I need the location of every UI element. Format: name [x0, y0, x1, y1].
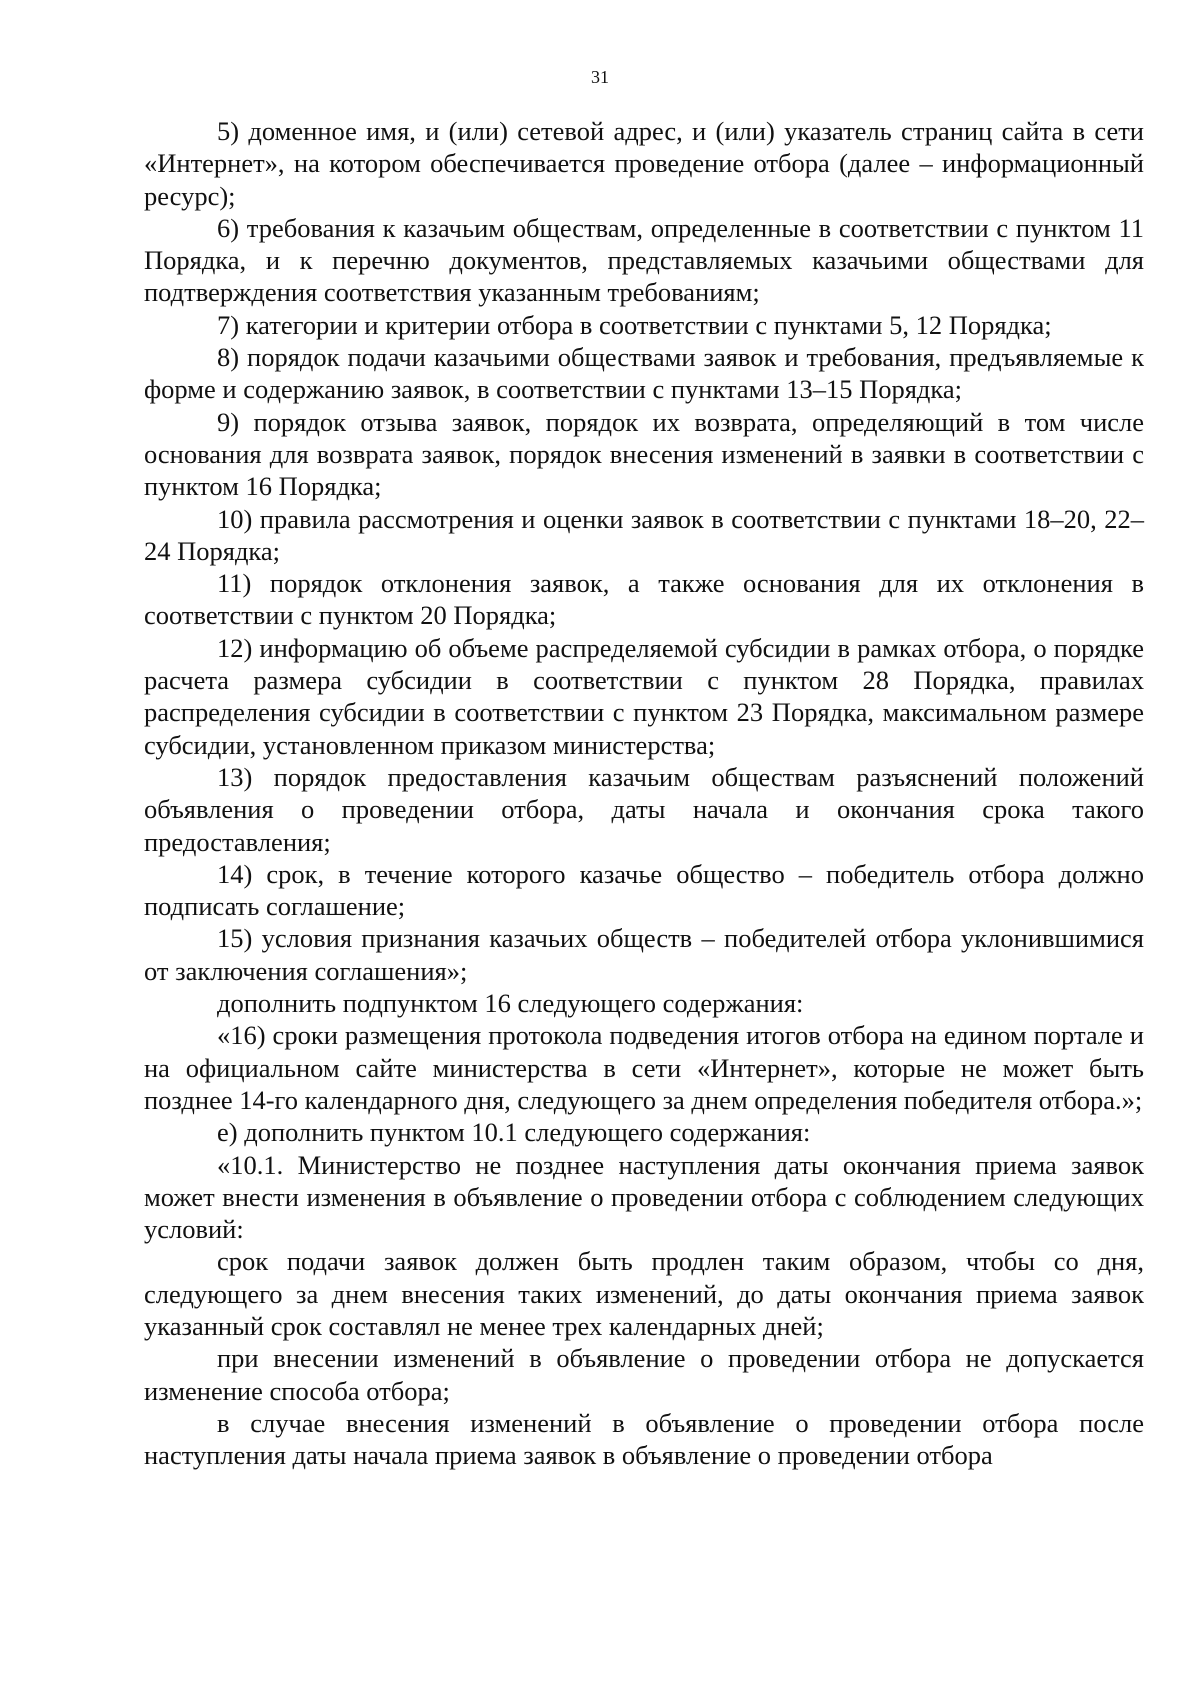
paragraph-item-7: 7) категории и критерии отбора в соответствии с пунктами 5, 12 Порядка;	[217, 309, 1052, 340]
paragraph-item-11: 11) порядок отклонения заявок, а также основания для их отклонения в соответствии с пунктом 20 Порядка;	[144, 568, 1144, 631]
paragraph-item-14: 14) срок, в течение которого казачье общество – победитель отбора должно подписать соглашение;	[144, 858, 1144, 922]
paragraph-condition-method: при внесении изменений в объявление о проведении отбора не допускается изменение способа отбора;	[144, 1343, 1144, 1406]
paragraph-item-15: 15) условия признания казачьих обществ – победителей отбора уклонившимися от заключения соглашения»;	[144, 923, 1144, 986]
paragraph-point-10-1: «10.1. Министерство не позднее наступления даты окончания приема заявок может внести изменения в объявление о проведении отбора с соблюдением следующих условий:	[144, 1149, 1144, 1245]
paragraph-item-6: 6) требования к казачьим обществам, определенные в соответствии с пунктом 11 Порядка, и к перечню документов, представляемых казачьими обществами для подтверждения соответствия указанным требованиям;	[144, 212, 1144, 308]
document-body	[144, 115, 1144, 1471]
amendment-instruction-point-10-1: е) дополнить пунктом 10.1 следующего содержания:	[217, 1117, 811, 1148]
page-number: 31	[591, 67, 609, 87]
paragraph-item-10: 10) правила рассмотрения и оценки заявок в соответствии с пунктами 18–20, 22–24 Порядка;	[144, 503, 1144, 566]
paragraph-condition-after-start: в случае внесения изменений в объявление о проведении отбора после наступления даты начала приема заявок в объявление о проведении отбора	[144, 1407, 1144, 1471]
paragraph-item-12: 12) информацию об объеме распределяемой субсидии в рамках отбора, о порядке расчета размера субсидии в соответствии с пунктом 28 Порядка, правилах распределения субсидии в соответствии с пунктом 23 Порядка, максимальном размере субсидии, установленном приказом министерства;	[144, 632, 1144, 760]
paragraph-item-8: 8) порядок подачи казачьими обществами заявок и требования, предъявляемые к форме и содержанию заявок, в соответствии с пунктами 13–15 Порядка;	[144, 342, 1144, 405]
paragraph-item-5: 5) доменное имя, и (или) сетевой адрес, и (или) указатель страниц сайта в сети «Интернет», на котором обеспечивается проведение отбора (далее – информационный ресурс);	[144, 116, 1144, 211]
paragraph-item-9: 9) порядок отзыва заявок, порядок их возврата, определяющий в том числе основания для возврата заявок, порядок внесения изменений в заявки в соответствии с пунктом 16 Порядка;	[144, 406, 1144, 502]
amendment-instruction-subitem-16: дополнить подпунктом 16 следующего содержания:	[217, 988, 804, 1019]
paragraph-item-16: «16) сроки размещения протокола подведения итогов отбора на едином портале и на официальном сайте министерства в сети «Интернет», которые не может быть позднее 14-го календарного дня, следующего за днем определения победителя отбора.»;	[144, 1020, 1144, 1115]
paragraph-item-13: 13) порядок предоставления казачьим обществам разъяснений положений объявления о проведении отбора, даты начала и окончания срока такого предоставления;	[144, 761, 1144, 857]
paragraph-condition-deadline: срок подачи заявок должен быть продлен таким образом, чтобы со дня, следующего за днем внесения таких изменений, до даты окончания приема заявок указанный срок составлял не менее трех календарных дней;	[144, 1246, 1144, 1341]
